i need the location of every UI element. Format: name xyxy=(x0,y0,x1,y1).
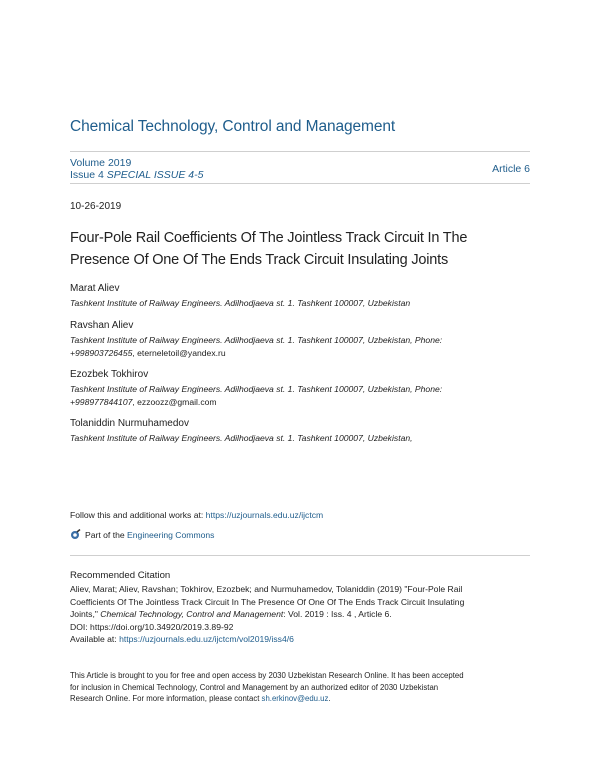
open-access-icon xyxy=(70,529,82,542)
title-line-2: Presence Of One Of The Ends Track Circuit Insulating Joints xyxy=(70,252,448,268)
issue-link[interactable] xyxy=(70,169,203,181)
available-prefix: Available at: xyxy=(70,634,120,644)
author-contact xyxy=(70,396,540,409)
footer-line-2: for inclusion in Chemical Technology, Control and Management by an authorized editor of 2030 Uzbekistan xyxy=(70,682,439,692)
author-email: , ezzoozz@gmail.com xyxy=(132,397,217,407)
publication-date: 10-26-2019 xyxy=(70,201,122,212)
part-of-text: Part of the xyxy=(85,530,128,540)
author-affiliation: Tashkent Institute of Railway Engineers. Adilhodjaeva st. 1. Tashkent 100007, Uzbekistan, Phone: xyxy=(70,335,443,345)
citation-doi: DOI: https://doi.org/10.34920/2019.3.89-92 xyxy=(70,621,234,632)
author-name: Ravshan Aliev xyxy=(70,320,134,331)
author-block-1 xyxy=(70,283,540,310)
footer-line-3 xyxy=(70,693,540,705)
part-of-line xyxy=(70,529,214,542)
author-affiliation: Tashkent Institute of Railway Engineers. Adilhodjaeva st. 1. Tashkent 100007, Uzbekistan, xyxy=(70,433,413,443)
author-affiliation: Tashkent Institute of Railway Engineers. Adilhodjaeva st. 1. Tashkent 100007, Uzbekistan, Phone: xyxy=(70,384,443,394)
citation-divider xyxy=(70,555,530,556)
engineering-commons-link[interactable]: Engineering Commons xyxy=(127,530,215,540)
citation-line-1: Aliev, Marat; Aliev, Ravshan; Tokhirov, Ezozbek; and Nurmuhamedov, Tolaniddin (2019) "Four-Pole Rail xyxy=(70,584,463,594)
citation-joints: Joints," xyxy=(70,609,101,619)
author-phone: +998903726455 xyxy=(70,348,133,358)
follow-line xyxy=(70,510,323,520)
author-block-4 xyxy=(70,418,540,445)
contact-email-link[interactable]: sh.erkinov@edu.uz xyxy=(261,694,329,703)
follow-url-link[interactable]: https://uzjournals.edu.uz/ijctcm xyxy=(205,510,324,520)
author-phone: +998977844107 xyxy=(70,397,133,407)
follow-text: Follow this and additional works at: xyxy=(70,510,206,520)
author-email: , eterneletoil@yandex.ru xyxy=(132,348,226,358)
header-divider-top xyxy=(70,151,530,152)
article-number-link[interactable]: Article 6 xyxy=(492,163,530,175)
author-affiliation: Tashkent Institute of Railway Engineers. Adilhodjaeva st. 1. Tashkent 100007, Uzbekistan xyxy=(70,298,411,308)
author-name: Ezozbek Tokhirov xyxy=(70,369,149,380)
journal-title[interactable]: Chemical Technology, Control and Management xyxy=(70,118,396,135)
article-title xyxy=(70,227,540,271)
recommended-citation-heading: Recommended Citation xyxy=(70,570,171,581)
citation-block xyxy=(70,583,540,646)
author-name: Tolaniddin Nurmuhamedov xyxy=(70,418,189,429)
citation-journal: Chemical Technology, Control and Management xyxy=(100,609,284,619)
citation-available xyxy=(70,633,540,646)
author-block-2 xyxy=(70,320,540,360)
author-name: Marat Aliev xyxy=(70,283,120,294)
open-access-statement xyxy=(70,670,540,705)
available-url-link[interactable]: https://uzjournals.edu.uz/ijctcm/vol2019/iss4/6 xyxy=(119,634,294,644)
footer-period: . xyxy=(328,694,331,703)
author-contact xyxy=(70,347,540,360)
title-line-1: Four-Pole Rail Coefficients Of The Jointless Track Circuit In The xyxy=(70,230,468,246)
volume-link[interactable]: Volume 2019 xyxy=(70,157,132,169)
issue-special: SPECIAL ISSUE 4-5 xyxy=(106,169,204,181)
footer-line-1: This Article is brought to you for free and open access by 2030 Uzbekistan Research Online. It has been accepted xyxy=(70,671,464,680)
issue-prefix: Issue 4 xyxy=(70,169,104,181)
footer-contact-text: Research Online. For more information, please contact xyxy=(70,694,262,703)
header-divider-bottom xyxy=(70,183,530,184)
citation-volume: : Vol. 2019 : Iss. 4 , Article 6. xyxy=(283,609,392,619)
citation-line-3 xyxy=(70,608,540,621)
citation-line-2: Coefficients Of The Jointless Track Circuit In The Presence Of One Of The Ends Track Circuit Insulating xyxy=(70,596,465,607)
volume-issue-block xyxy=(70,157,203,181)
author-block-3 xyxy=(70,369,540,409)
